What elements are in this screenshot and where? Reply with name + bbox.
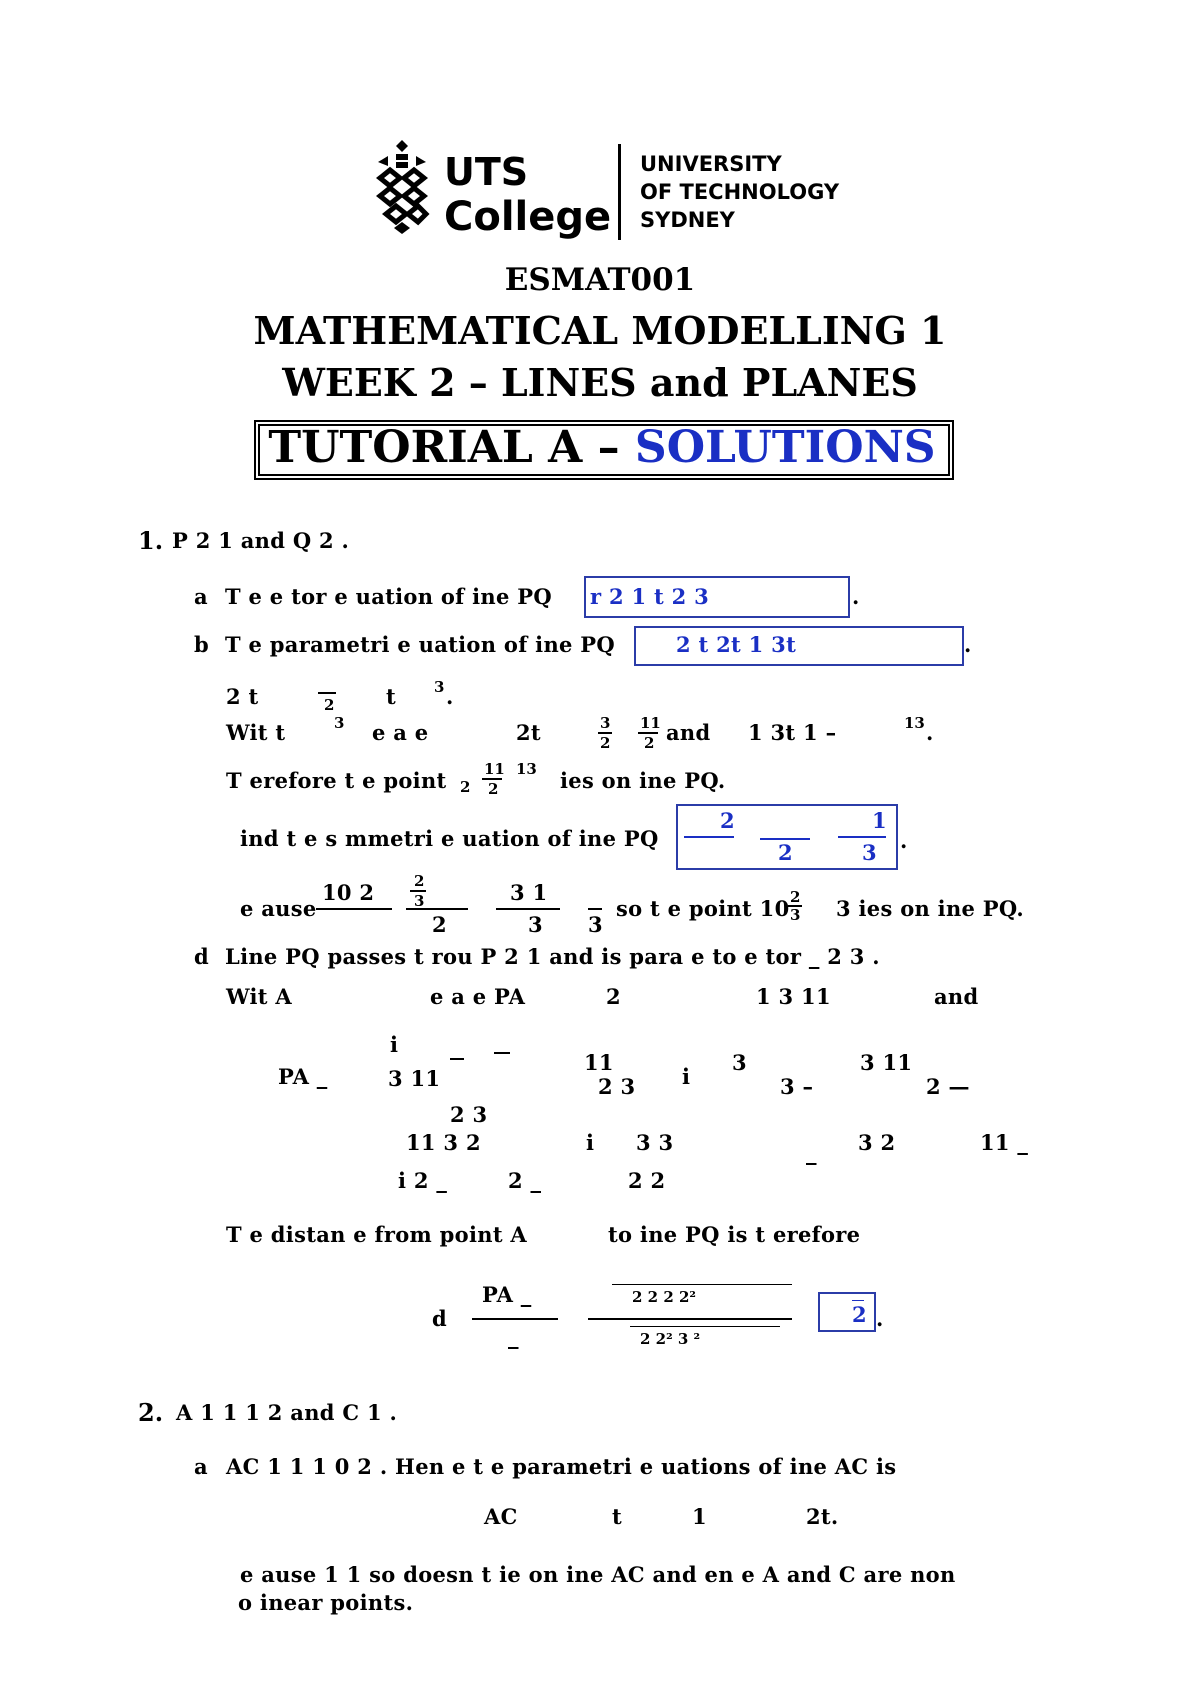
q1c-box-bar1 (684, 836, 734, 838)
q1c-line2-f1-den: 2 (600, 734, 611, 752)
cross-row2-a: 3 11 (388, 1066, 441, 1091)
tutorial-prefix: TUTORIAL A – (268, 422, 635, 473)
q1a-end: . (852, 584, 860, 609)
q1c-line3-a: T erefore t e point (226, 768, 447, 793)
cross-row2-d: 2 — (926, 1074, 970, 1099)
q2a-center-c: 1 (692, 1504, 707, 1529)
cross-row1-b: 11 (584, 1050, 614, 1075)
week-title: WEEK 2 – LINES and PLANES (282, 360, 918, 405)
q1c-line2-a: Wit t (226, 720, 286, 745)
q1a-label: a (194, 584, 208, 609)
q2a-center-b: t (612, 1504, 623, 1529)
course-title: MATHEMATICAL MODELLING 1 (253, 308, 947, 353)
q1c-line1-end: . (446, 684, 454, 709)
dist-den-terms: 2 2² 3 ² (640, 1330, 701, 1348)
dist-answer-sqrt (852, 1300, 864, 1301)
q1c-line5-mini-den: 3 (790, 906, 801, 924)
dist-d: d (432, 1306, 447, 1331)
dist-num-terms: 2 2 2 2² (632, 1288, 696, 1306)
q1d-line2-a: Wit A (226, 984, 292, 1009)
cross-row4-c: _ (806, 1140, 817, 1165)
cross-row4-d: 3 2 (858, 1130, 896, 1155)
cross-row1-d: 3 11 (860, 1050, 913, 1075)
dist-fracbar-left (472, 1318, 558, 1320)
q1-number: 1. (138, 526, 164, 555)
cross-row2-b: 2 3 (598, 1074, 636, 1099)
cross-row5-c: 2 2 (628, 1168, 666, 1193)
q1d-line2-c: 2 (606, 984, 621, 1009)
dist-sqrt-bottom (630, 1326, 780, 1327)
q1c-line5-f3-num: 3 1 (510, 880, 548, 905)
q1c-box-bot1: 2 (778, 840, 793, 865)
q1c-line1-frac: 3 (434, 678, 445, 696)
dist-text-a: T e distan e from point A (226, 1222, 528, 1247)
q1c-line5-b: so t e point 10 (616, 896, 790, 921)
dist-sqrt-top (612, 1284, 792, 1285)
q1c-box-bot2: 3 (862, 840, 877, 865)
logo-uts-text: UTS (444, 150, 529, 194)
q1d-line2-b: e a e PA (430, 984, 526, 1009)
cross-row1-a: i (390, 1032, 399, 1057)
q1c-line5-f4-den: 3 (588, 912, 603, 937)
q1a-answer: r 2 1 t 2 3 (590, 584, 710, 609)
q1-intro: P 2 1 and Q 2 . (172, 528, 350, 553)
cross-row2-c: 3 – (780, 1074, 814, 1099)
q1c-line5-f3-den: 3 (528, 912, 543, 937)
q1c-line3-f-num: 11 (484, 760, 505, 778)
q2a-center-a: AC (484, 1504, 518, 1529)
q2-intro: A 1 1 1 2 and C 1 . (176, 1400, 398, 1425)
q1c-line3-b: ies on ine PQ. (560, 768, 726, 793)
q1c-line2-c: 2t (516, 720, 541, 745)
q2a-line3: e ause 1 1 so doesn t ie on ine AC and en e A and C are non (240, 1562, 956, 1587)
q2-number: 2. (138, 1398, 164, 1427)
dist-pa: PA _ (482, 1282, 532, 1307)
cross-row3-a: 2 3 (450, 1102, 488, 1127)
q1c-line1-b: t (386, 684, 397, 709)
q1c-line5-f1-bar-long (406, 908, 468, 910)
q1c-line2-d: and (666, 720, 711, 745)
q1c-line5-f2-num: 2 (414, 872, 425, 890)
q1c-line5-f3-bar (496, 908, 560, 910)
q1b-label: b (194, 632, 209, 657)
q1c-line4-text: ind t e s mmetri e uation of ine PQ (240, 826, 659, 851)
q1d-line2-d: 1 3 11 (756, 984, 831, 1009)
q1c-box-bar3 (838, 836, 886, 838)
dist-fracbar-right (588, 1318, 792, 1320)
cross-row5-a: i 2 _ (398, 1168, 448, 1193)
q1c-line3-small1: 2 (460, 778, 471, 796)
dist-text-b: to ine PQ is t erefore (608, 1222, 861, 1247)
q1c-line2-f2-num: 11 (640, 714, 661, 732)
q1c-line2-e: 1 3t 1 – (748, 720, 837, 745)
q1b-end: . (964, 632, 972, 657)
tutorial-solutions: SOLUTIONS (634, 422, 936, 473)
q1c-line1-a: 2 t (226, 684, 259, 709)
q1c-line2-f3: 13 (904, 714, 925, 732)
q1c-line5-f2-den: 3 (414, 892, 425, 910)
q1c-line2-f2-den: 2 (644, 734, 655, 752)
logo-technology-line: OF TECHNOLOGY (640, 180, 840, 204)
q1c-line1-fracbar (318, 692, 336, 694)
tutorial-title (258, 424, 946, 472)
uts-college-logo (374, 138, 844, 248)
q1c-box-top1: 2 (720, 808, 735, 833)
cross-row5-b: 2 _ (508, 1168, 542, 1193)
q1b-text: T e parametri e uation of ine PQ (225, 632, 615, 657)
q1c-line5-a: e ause (240, 896, 317, 921)
cross-row1-c: 3 (732, 1050, 747, 1075)
q1c-line5-mini-num: 2 (790, 888, 801, 906)
logo-college-text: College (444, 194, 612, 240)
cross-row1-bar2 (494, 1052, 510, 1054)
q1a-text: T e e tor e uation of ine PQ (225, 584, 552, 609)
cross-row4-b: 3 3 (636, 1130, 674, 1155)
dist-answer-box (818, 1292, 876, 1332)
dist-answer: 2 (852, 1302, 867, 1327)
cross-row4-a: 11 3 2 (406, 1130, 481, 1155)
q2a-label: a (194, 1454, 208, 1479)
q1c-line5-f1-num: 10 2 (322, 880, 375, 905)
cross-row1-bar1 (450, 1058, 464, 1060)
course-code: ESMAT001 (504, 262, 696, 298)
q1c-line2-frac: 3 (334, 714, 345, 732)
cross-row2-pa: PA _ (278, 1064, 328, 1089)
q1c-line3-small2: 13 (516, 760, 537, 778)
q1b-answer: 2 t 2t 1 3t (676, 632, 797, 657)
cross-row4-e: 11 _ (980, 1130, 1029, 1155)
q1c-line5-f1-den: 2 (432, 912, 447, 937)
q1c-line4-end: . (900, 828, 908, 853)
logo-university-line: UNIVERSITY (640, 152, 782, 176)
dist-end: . (876, 1306, 884, 1331)
q1d-label: d (194, 944, 209, 969)
cross-row4-i: i (586, 1130, 595, 1155)
q1c-line5-f1-bar (316, 908, 392, 910)
q2a-text: AC 1 1 1 0 2 . Hen e t e parametri e uations of ine AC is (226, 1454, 897, 1479)
logo-sydney-line: SYDNEY (640, 208, 735, 232)
q1c-line3-f-den: 2 (488, 780, 499, 798)
q1c-line1-small: 2 (324, 696, 335, 714)
q2a-center-d: 2t. (806, 1504, 839, 1529)
q2a-line4: o inear points. (238, 1590, 414, 1615)
q1c-line5-c: 3 ies on ine PQ. (836, 896, 1025, 921)
q1d-line2-e: and (934, 984, 979, 1009)
q1c-line2-f1-num: 3 (600, 714, 611, 732)
uts-emblem-icon (374, 138, 430, 238)
dist-under: _ (508, 1324, 519, 1349)
logo-divider (618, 144, 621, 240)
q1c-line2-end: . (926, 720, 934, 745)
q1d-text: Line PQ passes t rou P 2 1 and is para e to e tor _ 2 3 . (225, 944, 880, 969)
q1c-line2-b: e a e (372, 720, 429, 745)
q1c-line5-f4-bar (588, 908, 602, 910)
cross-row2-i: i (682, 1064, 691, 1089)
q1c-box-top2: 1 (872, 808, 887, 833)
